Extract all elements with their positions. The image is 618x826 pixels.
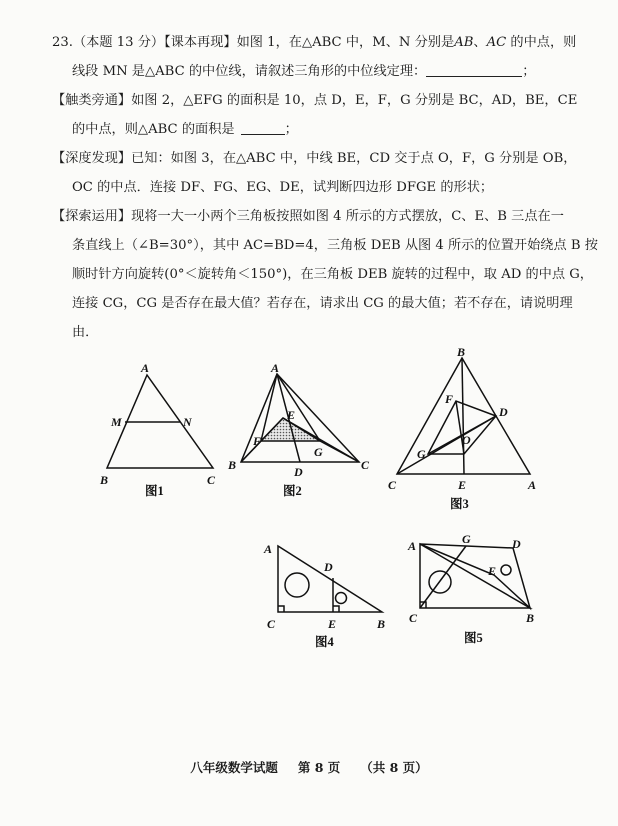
question-23 bbox=[52, 28, 598, 347]
question-number: 23. bbox=[52, 35, 73, 50]
question-text: （本题 13 分）【课本再现】如图 1，在△ABC 中，M、N 分别是 bbox=[72, 35, 455, 50]
figure-3 bbox=[382, 346, 552, 514]
fig4-label-a: A bbox=[264, 542, 273, 556]
question-line bbox=[52, 57, 572, 86]
figure-1 bbox=[95, 362, 230, 497]
fig2-label-g: G bbox=[314, 445, 323, 459]
fig1-label-n: N bbox=[183, 415, 192, 429]
segment-ac: AC bbox=[486, 35, 507, 50]
section-deep-text: 【深度发现】已知：如图 3，在△ABC 中，中线 BE，CD 交于点 O，F，G 分别是 OB， bbox=[52, 151, 577, 166]
fig4-label-e: E bbox=[328, 617, 337, 631]
section-touch-text: 的中点，则△ABC 的面积是 bbox=[72, 122, 235, 137]
fig1-label-b: B bbox=[100, 473, 109, 487]
fig5-label-g: G bbox=[462, 532, 471, 546]
fig3-label-e: E bbox=[458, 478, 467, 492]
figure-5 bbox=[402, 530, 547, 655]
fig5-label-a: A bbox=[408, 539, 417, 553]
question-text: ； bbox=[522, 64, 536, 79]
section-explore-text: 【探索运用】现将一大一小两个三角板按照如图 4 所示的方式摆放，C、E、B 三点在一 bbox=[52, 209, 564, 224]
section-explore-text: 条直线上（∠B=30°），其中 AC=BD=4，三角板 DEB 从图 4 所示的位置开始绕点 B 按 bbox=[72, 238, 598, 253]
answer-blank-area[interactable] bbox=[241, 120, 285, 135]
section-touch-text: 【触类旁通】如图 2，△EFG 的面积是 10，点 D，E，F，G 分别是 BC，AD，BE，CE bbox=[52, 93, 578, 108]
fig3-label-b: B bbox=[457, 345, 466, 359]
section-deep-text: OC 的中点．连接 DF、FG、EG、DE，试判断四边形 DFGE 的形状； bbox=[72, 180, 494, 195]
fig2-label-c: C bbox=[361, 458, 370, 472]
fig2-caption: 图2 bbox=[283, 484, 302, 498]
question-line bbox=[52, 115, 572, 144]
question-line bbox=[52, 260, 593, 289]
section-touch-text: ； bbox=[284, 122, 298, 137]
question-text: 线段 MN 是△ABC 的中位线，请叙述三角形的中位线定理： bbox=[72, 64, 427, 79]
fig3-label-o: O bbox=[462, 433, 471, 447]
footer-total: （共 8 页） bbox=[360, 760, 428, 775]
fig2-label-f: F bbox=[253, 434, 262, 448]
question-line bbox=[52, 28, 577, 57]
fig1-label-a: A bbox=[141, 361, 150, 375]
fig3-label-c: C bbox=[388, 478, 397, 492]
fig5-label-b: B bbox=[526, 611, 535, 625]
footer-page: 第 8 页 bbox=[297, 760, 341, 775]
fig2-label-e: E bbox=[287, 408, 296, 422]
figure-4 bbox=[260, 534, 400, 654]
fig5-label-c: C bbox=[409, 611, 418, 625]
fig1-caption: 图1 bbox=[145, 484, 164, 498]
fig3-caption: 图3 bbox=[450, 497, 469, 511]
fig5-label-d: D bbox=[512, 537, 521, 551]
fig3-label-d: D bbox=[499, 405, 508, 419]
fig2-label-d: D bbox=[294, 465, 303, 479]
separator: 、 bbox=[473, 35, 487, 50]
segment-ab: AB bbox=[454, 35, 474, 50]
section-explore-text: 顺时针方向旋转(0°＜旋转角＜150°)，在三角板 DEB 旋转的过程中，取 AD 的中点 G， bbox=[72, 267, 593, 282]
fig1-label-c: C bbox=[207, 473, 216, 487]
answer-blank-theorem[interactable] bbox=[426, 62, 522, 77]
question-line bbox=[52, 318, 572, 347]
fig5-caption: 图5 bbox=[464, 631, 483, 645]
question-line bbox=[52, 231, 598, 260]
fig4-caption: 图4 bbox=[315, 635, 334, 649]
question-line bbox=[52, 289, 572, 318]
question-line bbox=[52, 86, 578, 115]
fig2-label-b: B bbox=[228, 458, 237, 472]
fig3-label-f: F bbox=[445, 392, 454, 406]
question-text: 的中点，则 bbox=[506, 35, 577, 50]
fig2-label-a: A bbox=[271, 361, 280, 375]
section-explore-text: 连接 CG，CG 是否存在最大值？若存在，请求出 CG 的最大值；若不存在，请说明理 bbox=[72, 296, 573, 311]
fig3-label-g: G bbox=[417, 447, 426, 461]
question-line bbox=[52, 202, 572, 231]
fig3-label-a: A bbox=[528, 478, 537, 492]
fig1-label-m: M bbox=[111, 415, 122, 429]
footer-subject: 八年级数学试题 bbox=[190, 760, 278, 775]
question-line bbox=[52, 173, 572, 202]
section-explore-text: 由． bbox=[72, 325, 99, 340]
fig4-label-d: D bbox=[324, 560, 333, 574]
fig5-label-e: E bbox=[488, 564, 497, 578]
question-line bbox=[52, 144, 577, 173]
fig4-label-b: B bbox=[377, 617, 386, 631]
page-footer bbox=[0, 758, 618, 776]
figure-2 bbox=[225, 362, 375, 502]
fig4-label-c: C bbox=[267, 617, 276, 631]
